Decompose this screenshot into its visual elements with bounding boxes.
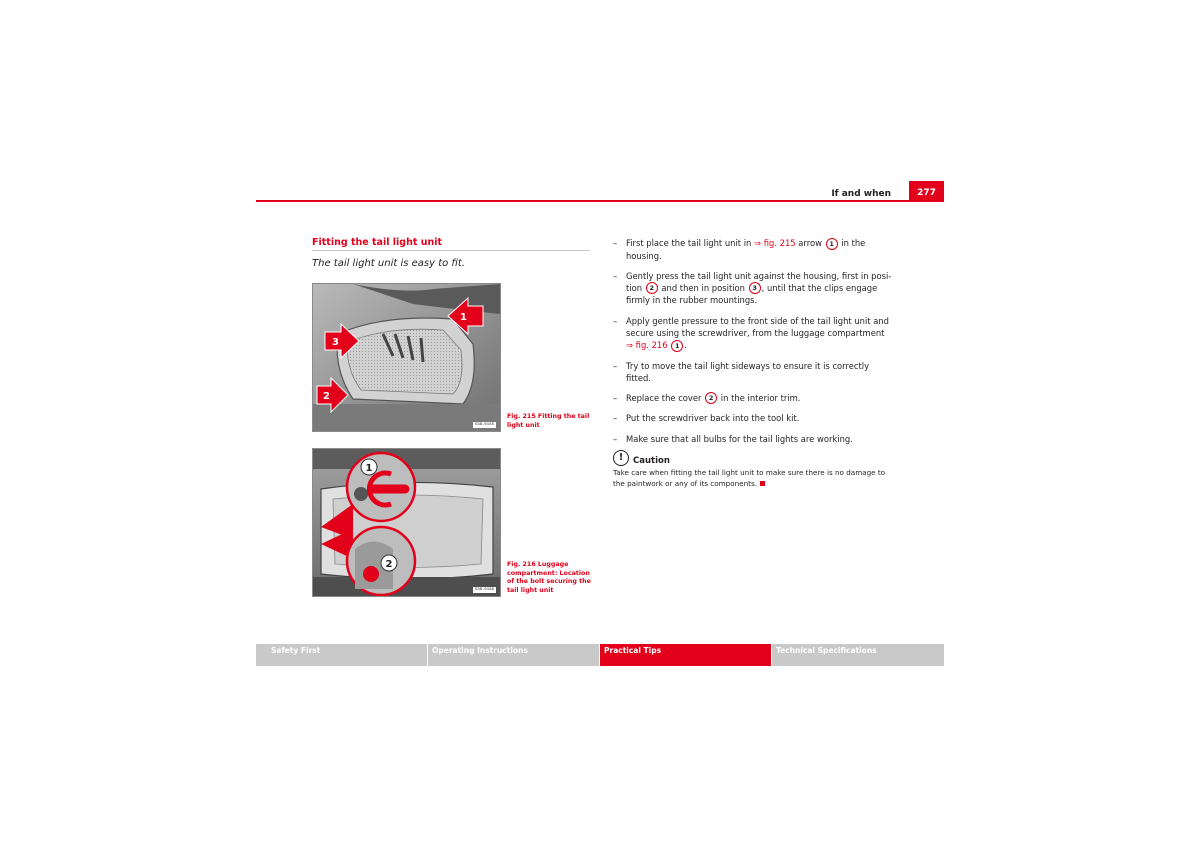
tab-operating-instructions[interactable]: Operating Instructions (428, 644, 599, 666)
list-dash: – (613, 315, 618, 326)
list-item (613, 360, 893, 384)
figure-215-caption: Fig. 215 Fitting the tail light unit (507, 413, 590, 429)
list-dash: – (613, 433, 618, 444)
step-text: Try to move the tail light sideways to ensure it is correctly fitted. (626, 360, 870, 383)
section-heading: Fitting the tail light unit (312, 237, 443, 248)
zoom-circle-2 (347, 527, 415, 595)
caution-body: Take care when fitting the tail light unit to make sure there is no damage to the paintwork or any of its components. (613, 468, 886, 488)
step-text: Gently press the tail light unit against the housing, first in posi-tion (626, 270, 892, 293)
list-item (613, 315, 893, 352)
figure-216-image (312, 448, 501, 597)
list-item (613, 433, 893, 445)
list-dash: – (613, 413, 618, 424)
callout-number: 1 (826, 238, 838, 250)
list-dash: – (613, 238, 618, 248)
list-item (613, 412, 893, 424)
step-text: in the interior trim. (718, 392, 801, 403)
end-of-section-icon (760, 481, 765, 486)
list-dash: – (613, 270, 618, 281)
figure-215-image (312, 283, 501, 432)
step-text: in the housing. (626, 238, 866, 261)
zoom-circle-1 (347, 453, 415, 521)
fig216-label-1: 1 (365, 463, 373, 474)
step-text: First place the tail light unit in (626, 238, 755, 248)
instruction-list (613, 237, 893, 453)
caution-title: Caution (633, 456, 670, 466)
callout-number: 2 (646, 282, 658, 294)
page-number: 277 (909, 181, 944, 201)
figure-link[interactable]: ⇒ fig. 216 (626, 340, 668, 351)
list-item (613, 392, 893, 405)
callout-number: 1 (671, 340, 683, 352)
list-item (613, 237, 893, 262)
figure-216-caption: Fig. 216 Luggage compartment: Location of the bolt securing the tail light unit (507, 561, 591, 594)
figure-code: S3B-0185 (474, 423, 494, 427)
step-text: Replace the cover (626, 392, 705, 403)
header-rule (256, 200, 944, 202)
list-item (613, 270, 893, 307)
list-dash: – (613, 392, 618, 403)
step-text: Apply gentle pressure to the front side of the tail light unit and secure using the screwdriver, from the luggage compartment (626, 315, 889, 338)
fig216-label-2: 2 (385, 559, 393, 570)
tab-technical-specifications[interactable]: Technical Specifications (772, 644, 944, 666)
caution-text (613, 467, 893, 489)
step-text: Put the screwdriver back into the tool kit. (626, 413, 800, 424)
figure-link[interactable]: ⇒ fig. 215 (754, 238, 796, 248)
heading-rule (312, 250, 590, 251)
section-subtitle: The tail light unit is easy to fit. (312, 258, 465, 269)
caution-box (613, 447, 893, 489)
step-text: , until that the clips engage firmly in the rubber mountings. (626, 282, 878, 306)
running-header-title: If and when (831, 189, 891, 199)
fig215-label-2: 2 (323, 391, 330, 402)
fig215-label-3: 3 (332, 337, 339, 348)
tab-practical-tips[interactable]: Practical Tips (600, 644, 771, 666)
step-text: and then in position (658, 282, 748, 293)
fig215-label-1: 1 (460, 312, 467, 323)
step-text: . (684, 340, 687, 351)
figure-code: S3B-0186 (474, 588, 494, 592)
tab-safety-first[interactable]: Safety First (256, 644, 427, 666)
list-dash: – (613, 360, 618, 371)
callout-number: 3 (749, 282, 761, 294)
callout-number: 2 (705, 392, 717, 404)
caution-icon: ! (613, 450, 629, 466)
step-text: Make sure that all bulbs for the tail lights are working. (626, 433, 853, 444)
step-text: arrow (795, 238, 825, 248)
